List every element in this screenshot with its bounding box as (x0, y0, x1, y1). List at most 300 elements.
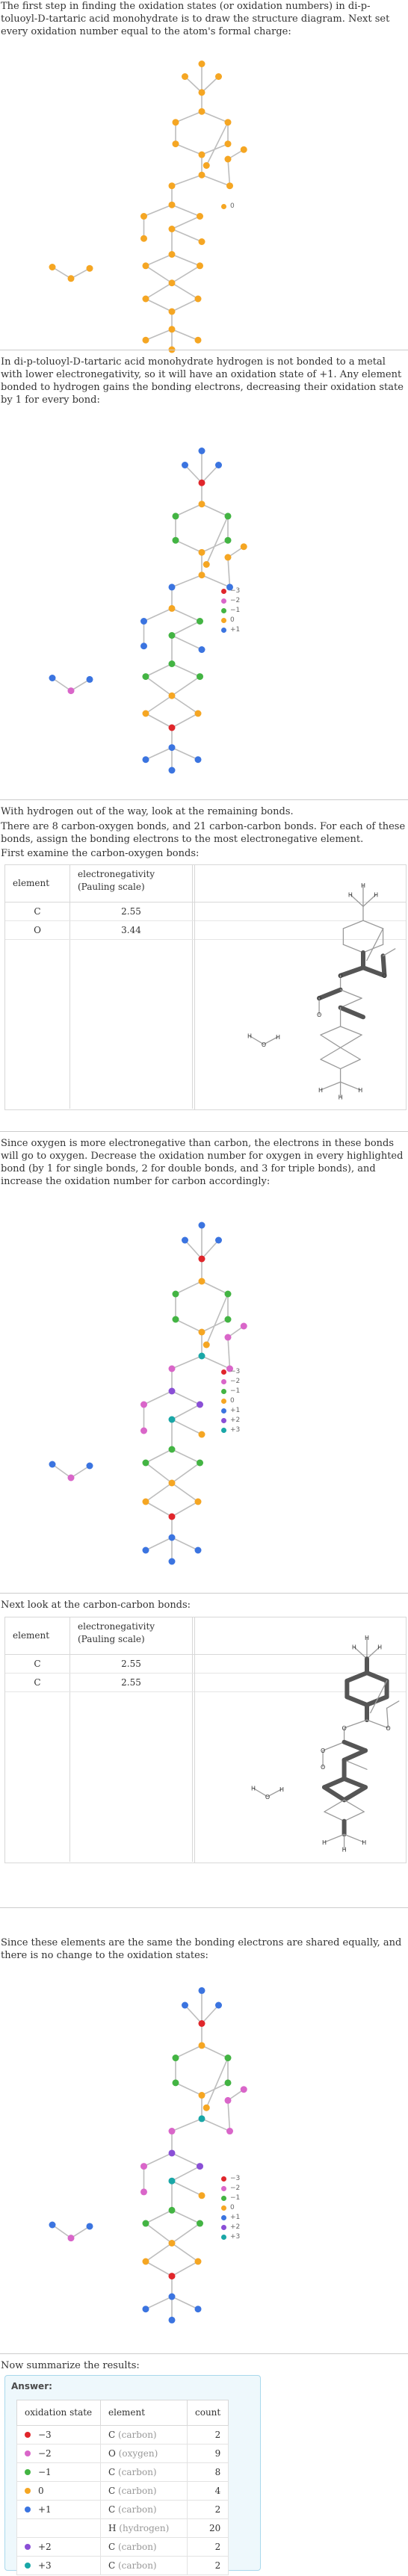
atom-label: H (247, 1032, 253, 1040)
legend-label: +3 (230, 1426, 241, 1434)
cell-element: C (5, 902, 70, 920)
bond (172, 266, 200, 283)
element-name: (carbon) (118, 2485, 157, 2496)
count-value: 4 (188, 2482, 229, 2501)
legend-swatch (221, 628, 226, 633)
bond (172, 664, 200, 677)
atom (199, 2115, 205, 2122)
atom (49, 2222, 56, 2229)
bond (172, 696, 198, 713)
bond (172, 217, 200, 229)
bond (321, 1035, 341, 1047)
atom (68, 2235, 75, 2241)
atom (169, 2207, 176, 2214)
count-value: 2 (188, 2501, 229, 2519)
structure-diagram-formal-charge (0, 45, 408, 359)
highlighted-bond (324, 1787, 344, 1800)
step3-text1: With hydrogen out of the way, look at the remaining bonds. (1, 806, 294, 817)
atom (49, 1461, 56, 1468)
legend-label: −1 (230, 2194, 241, 2202)
cell-element: C (5, 1655, 70, 1673)
atom (169, 226, 176, 232)
bond (176, 2083, 202, 2096)
bond (52, 1464, 71, 1478)
element-symbol: C (108, 2560, 118, 2571)
atom (169, 279, 176, 286)
bond (172, 2261, 198, 2276)
atom (169, 1480, 176, 1487)
atom (197, 673, 203, 680)
bond (172, 255, 200, 266)
atom (169, 744, 176, 751)
legend-label: 0 (230, 2204, 235, 2211)
atom (195, 1499, 202, 1505)
atom (199, 501, 205, 507)
element-name: (carbon) (118, 2429, 157, 2440)
atom (169, 2178, 176, 2185)
highlighted-bond (341, 1008, 363, 1018)
atom (169, 251, 176, 258)
atom (169, 1417, 176, 1423)
bond (202, 1240, 219, 1259)
atom-label: O (382, 972, 387, 979)
highlighted-bond (341, 967, 363, 976)
atom (143, 1460, 149, 1467)
state-swatch (25, 2488, 31, 2494)
atom (143, 1499, 149, 1505)
bond (52, 2225, 71, 2238)
highlighted-bond (344, 1787, 366, 1800)
count-value: 2 (188, 2538, 229, 2557)
atom (169, 1514, 176, 1520)
atom (203, 2105, 210, 2111)
legend-label: +2 (230, 2223, 241, 2231)
bond (228, 1337, 230, 1369)
step6-text: Since these elements are the same the bonding electrons are shared equally, and there is no change to the oxidation states: (1, 1937, 402, 1961)
atom (225, 119, 232, 126)
legend-label: 0 (230, 1397, 235, 1405)
atom (173, 119, 179, 126)
atom (215, 1237, 222, 1244)
bond (144, 1391, 173, 1405)
atom (87, 2223, 93, 2229)
atom (140, 213, 147, 220)
bond (344, 1812, 365, 1821)
atom (49, 264, 56, 270)
state-value: −2 (38, 2447, 52, 2459)
bond (146, 696, 172, 713)
divider (0, 799, 408, 800)
element-symbol: C (108, 2429, 118, 2440)
table-row (17, 2482, 229, 2501)
legend-swatch (221, 2186, 226, 2191)
bond (341, 990, 362, 998)
legend-swatch (221, 618, 226, 623)
bond (146, 299, 172, 312)
header-electronegativity: electronegativity (Pauling scale) (70, 1617, 193, 1654)
bond (185, 465, 203, 483)
bond (202, 575, 230, 587)
bond (144, 608, 173, 621)
bond (146, 329, 172, 340)
molecule-gray-co (195, 865, 407, 1109)
structure-diagram-hydrogen (0, 422, 408, 781)
bond (172, 1449, 200, 1463)
highlighted-bond (367, 1673, 387, 1681)
atom (182, 2002, 188, 2009)
bond (144, 2153, 173, 2167)
bond (202, 111, 228, 122)
bond (202, 2046, 228, 2058)
bond (341, 1059, 361, 1069)
bond (176, 540, 202, 552)
summary-text: Now summarize the results: (1, 2360, 140, 2371)
electronegativity-table-co (4, 864, 407, 1110)
atom (199, 1329, 205, 1336)
molecule-gray-cc (195, 1617, 407, 1863)
element-name: (hydrogen) (119, 2522, 170, 2533)
legend-label: −3 (230, 2175, 241, 2182)
step5-text: Next look at the carbon-carbon bonds: (1, 1600, 191, 1611)
bond (172, 1356, 202, 1369)
count-value: 2 (188, 2557, 229, 2575)
atom (199, 238, 205, 245)
legend-step2 (221, 586, 240, 635)
bond (228, 557, 230, 587)
atom (169, 583, 176, 590)
atom (203, 1342, 210, 1349)
element-name: (carbon) (118, 2560, 157, 2571)
highlighted-bond (363, 967, 385, 976)
legend-swatch (221, 1369, 226, 1375)
bond (172, 1502, 198, 1517)
atom (197, 1460, 203, 1467)
bond (172, 622, 200, 636)
bond (344, 1720, 367, 1728)
header-count: count (188, 2400, 229, 2426)
bond (146, 2223, 172, 2243)
atom (182, 462, 188, 468)
molecule-graph-2 (0, 422, 408, 781)
atom (140, 1402, 147, 1408)
atom (199, 108, 205, 115)
atom (169, 1388, 176, 1395)
divider (0, 1907, 408, 1908)
atom-label: O (386, 1724, 391, 1732)
atom (182, 73, 188, 80)
atom (173, 2079, 179, 2086)
atom-label: H (377, 1644, 383, 1651)
state-value: −1 (38, 2466, 52, 2477)
legend-label: −2 (230, 1378, 241, 1385)
step3-text2: There are 8 carbon-oxygen bonds, and 21 carbon-carbon bonds. For each of these bonds, assign the bonding electrons to the most electronegative element. (1, 821, 406, 845)
bond (146, 283, 172, 299)
answer-box (4, 2375, 261, 2571)
cell-value: 3.44 (70, 921, 193, 939)
legend-label: +1 (230, 1407, 241, 1414)
atom-label: O (316, 995, 322, 1003)
step3-text3: First examine the carbon-oxygen bonds: (1, 848, 200, 859)
bond (321, 1082, 341, 1090)
atom (225, 1291, 232, 1298)
atom-label: H (341, 1846, 347, 1854)
molecule-graph-4 (0, 1965, 408, 2338)
atom (143, 2306, 149, 2312)
bond (172, 636, 202, 650)
bond (172, 677, 200, 696)
atom (215, 73, 222, 80)
legend-swatch (221, 1428, 226, 1433)
atom-label: H (362, 1839, 367, 1846)
atom (169, 1535, 176, 1541)
atom-label: H (351, 1644, 356, 1651)
element-name: (carbon) (118, 2466, 157, 2477)
atom (197, 2163, 203, 2170)
header-element: element (5, 1617, 70, 1654)
legend-item (221, 2232, 240, 2242)
atom-label: H (338, 1094, 343, 1101)
bond (146, 2244, 172, 2262)
atom (143, 673, 149, 680)
divider (0, 1131, 408, 1132)
count-value: 20 (188, 2519, 229, 2538)
atom-label: O (261, 1041, 267, 1048)
bond (324, 1812, 344, 1821)
legend-label: +3 (230, 2233, 241, 2241)
atom (140, 2188, 147, 2195)
atom (169, 2294, 176, 2300)
atom-label: H (360, 882, 366, 889)
legend-label: −2 (230, 597, 241, 604)
state-swatch (25, 2544, 31, 2550)
bond (363, 920, 383, 929)
bond (172, 2210, 200, 2223)
bond (146, 2261, 172, 2276)
bond (176, 111, 202, 122)
atom (182, 1237, 188, 1244)
atom-label: O (320, 1764, 326, 1771)
bond (202, 465, 219, 483)
atom (140, 643, 147, 649)
bond (344, 1760, 367, 1770)
atom (143, 756, 149, 763)
summary-table (16, 2400, 229, 2575)
atom (199, 2042, 205, 2049)
bond (176, 1281, 202, 1294)
atom (195, 2258, 202, 2265)
bond (172, 2223, 200, 2243)
state-swatch (25, 2563, 31, 2569)
highlighted-bond (347, 1673, 367, 1681)
atom (68, 1475, 75, 1481)
bond (172, 2167, 200, 2182)
header-oxidation-state: oxidation state (17, 2400, 101, 2426)
atom (241, 543, 247, 550)
bond (172, 2297, 198, 2309)
bond (341, 1027, 362, 1035)
bond (341, 1035, 362, 1047)
element-symbol: C (108, 2504, 118, 2515)
atom (215, 2002, 222, 2009)
atom (140, 235, 147, 242)
atom (173, 2055, 179, 2061)
bond (343, 920, 363, 929)
bond (172, 1391, 200, 1405)
atom-label: H (321, 1839, 327, 1846)
divider (0, 2353, 408, 2354)
bond (176, 1319, 202, 1332)
atom-label: H (347, 891, 353, 899)
atom (173, 140, 179, 147)
bond (144, 205, 173, 216)
atom (169, 182, 176, 189)
electronegativity-table-cc (4, 1617, 407, 1863)
atom (68, 687, 75, 694)
atom (49, 675, 56, 681)
legend-swatch (221, 2235, 226, 2240)
state-swatch (25, 2450, 31, 2456)
bond (172, 2244, 198, 2262)
bond (185, 1240, 203, 1259)
legend-label: −2 (230, 2185, 241, 2192)
state-swatch (25, 2469, 31, 2475)
atom (169, 1366, 176, 1372)
atom (199, 152, 205, 158)
bond (202, 175, 230, 185)
bond (146, 1502, 172, 1517)
atom (169, 2317, 176, 2323)
element-symbol: C (108, 2541, 118, 2552)
bond (172, 283, 198, 299)
atom-label: H (358, 1086, 363, 1094)
highlighted-bond (344, 1779, 366, 1787)
atom (140, 2163, 147, 2170)
atom (199, 1431, 205, 1438)
atom (199, 2092, 205, 2099)
atom (140, 1428, 147, 1434)
legend-label: −3 (230, 587, 241, 595)
cc-bonds-diagram (194, 1617, 407, 1863)
legend-swatch (221, 1418, 226, 1423)
bond (146, 748, 172, 760)
count-value: 8 (188, 2463, 229, 2482)
atom (169, 2128, 176, 2134)
atom (169, 693, 176, 699)
atom (225, 156, 232, 163)
atom (169, 202, 176, 208)
bond (343, 944, 363, 953)
atom (199, 1222, 205, 1229)
atom (225, 2055, 232, 2061)
atom (169, 660, 176, 667)
bond (172, 1538, 198, 1550)
atom (195, 337, 202, 344)
legend-swatch (221, 204, 226, 209)
bond (172, 2181, 202, 2196)
legend-swatch (221, 1389, 226, 1394)
atom (225, 2097, 232, 2104)
atom (199, 480, 205, 486)
state-swatch (25, 2432, 31, 2438)
legend-label: 0 (230, 616, 235, 624)
bond (176, 504, 202, 516)
legend-swatch (221, 2196, 226, 2201)
bond (176, 2046, 202, 2058)
bond (172, 1483, 198, 1502)
highlighted-bond (319, 990, 341, 998)
atom (225, 513, 232, 519)
atom (169, 1446, 176, 1453)
legend-item (221, 625, 240, 635)
atom-label: H (364, 1634, 370, 1641)
bond (341, 998, 362, 1008)
atom (199, 1278, 205, 1285)
atom (173, 537, 179, 544)
atom (199, 89, 205, 96)
atom-label: H (275, 1033, 281, 1041)
table-row (17, 2463, 229, 2482)
atom (169, 309, 176, 315)
divider (0, 1593, 408, 1594)
highlighted-bond (324, 1779, 344, 1787)
state-value: 0 (38, 2485, 44, 2496)
atom-label: O (316, 1012, 322, 1019)
state-swatch (25, 2507, 31, 2512)
bond (387, 1701, 399, 1708)
atom (169, 632, 176, 639)
legend-label: +1 (230, 626, 241, 634)
bond (146, 2210, 172, 2223)
bond (146, 1463, 172, 1483)
legend-swatch (221, 1408, 226, 1414)
atom (143, 337, 149, 344)
atom-label: O (338, 972, 343, 979)
header-element: element (5, 865, 70, 902)
legend-label: +2 (230, 1417, 241, 1424)
bond (202, 504, 228, 516)
atom (199, 646, 205, 653)
step2-text: In di-p-toluoyl-D-tartaric acid monohydrate hydrogen is not bonded to a metal with lower electronegativity, so it will have an oxidation state of +1. Any element bonded to hydrogen gains the bonding electrons, decreasing their oxidation state by 1 for every bond: (1, 356, 404, 406)
bond (146, 266, 172, 283)
element-symbol: H (108, 2522, 120, 2533)
atom (195, 296, 202, 303)
bond (383, 949, 395, 956)
legend-label: +1 (230, 2214, 241, 2221)
table-row (17, 2519, 229, 2538)
bond (321, 1059, 341, 1069)
atom (225, 2079, 232, 2086)
bond (172, 2119, 202, 2131)
header-electronegativity: electronegativity (Pauling scale) (70, 865, 193, 902)
bond (146, 1538, 172, 1550)
legend-swatch (221, 1399, 226, 1404)
element-name: (oxygen) (118, 2447, 158, 2459)
state-value: +1 (38, 2504, 52, 2515)
atom (143, 2258, 149, 2265)
atom (68, 275, 75, 282)
legend-swatch (221, 1379, 226, 1384)
header-element: element (101, 2400, 188, 2426)
atom (199, 1987, 205, 1994)
step1-text: The first step in finding the oxidation states (or oxidation numbers) in di-p-toluoyl-D-tartaric acid monohydrate is to draw the structure diagram. Next set every oxidation number equal to the atom's formal charge: (1, 1, 390, 37)
atom (173, 1291, 179, 1298)
bond (367, 1720, 389, 1728)
atom (199, 172, 205, 179)
atom (169, 767, 176, 774)
bond (146, 713, 172, 728)
atom (199, 1353, 205, 1360)
atom (199, 448, 205, 454)
